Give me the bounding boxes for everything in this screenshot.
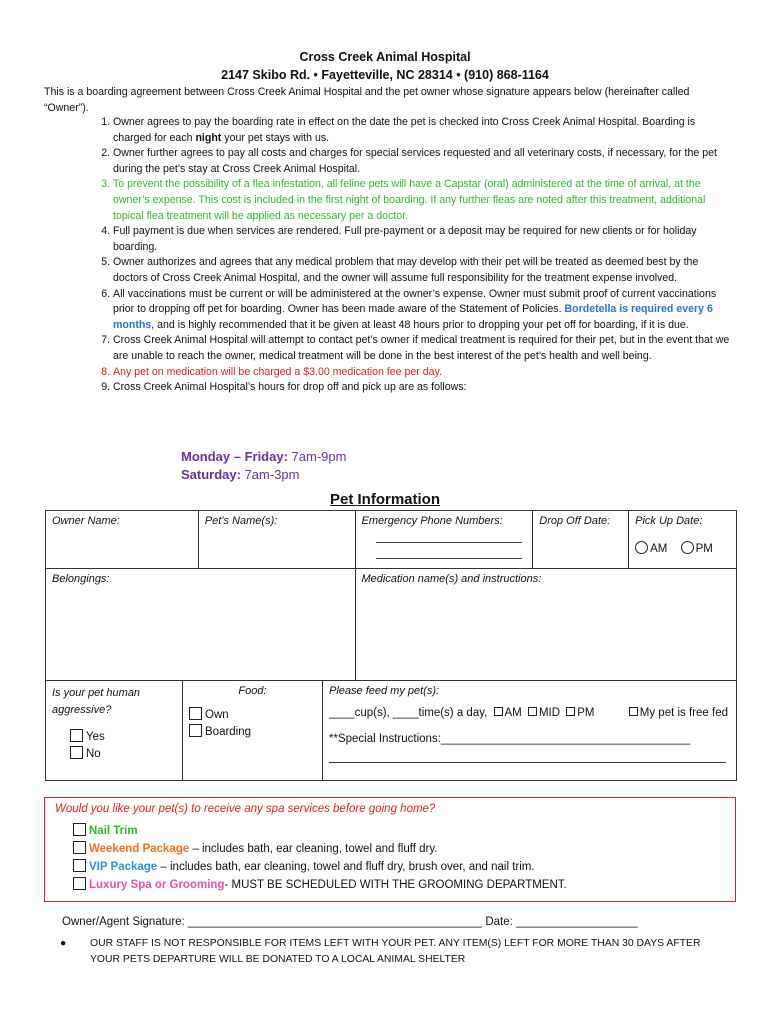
feeding-cell: Please feed my pet(s): ____cup(s), ____time(s) a day, AM MID PM My pet is free fed **Special Instructions:_______________________________________	[323, 681, 737, 781]
bullet-icon: ●	[60, 938, 67, 949]
term-6: 6. All vaccinations must be current or will be administered at the owner’s expense. Owner must submit proof of current vaccinations prior to dropping off pet for boarding. Owner has been made aware of the Statement of Policies. Bordetella is required every 6 months, and is highly recommended that it be given at least 48 hours prior to dropping your pet off for boarding, if it is due.	[113, 287, 734, 334]
spa-option-weekend[interactable]: Weekend Package – includes bath, ear cleaning, towel and fluff dry.	[73, 841, 437, 855]
feed-pm-checkbox[interactable]	[566, 707, 575, 716]
emergency-phone-line-2[interactable]	[376, 547, 523, 559]
term-4: 4. Full payment is due when services are rendered. Full pre-payment or a deposit may be required for new clients or for holiday boarding.	[113, 224, 734, 255]
pick-up-date-cell[interactable]: Pick Up Date: AM PM	[629, 511, 737, 569]
term-5: 5. Owner authorizes and agrees that any medical problem that may develop with their pet will be treated as deemed best by the doctors of Cross Creek Animal Hospital, and the owner will assume full responsibility for the treatment expense involved.	[113, 255, 734, 286]
aggressive-yes-checkbox[interactable]	[70, 729, 83, 742]
pickup-am-radio[interactable]	[635, 541, 648, 554]
pickup-pm-radio[interactable]	[681, 541, 694, 554]
emergency-phone-line-1[interactable]	[376, 531, 523, 543]
term-8: 8. Any pet on medication will be charged a $3.00 medication fee per day.	[113, 365, 734, 381]
food-cell: Food: Own Boarding	[183, 681, 323, 781]
spa-services-box	[44, 797, 736, 902]
term-7: 7. Cross Creek Animal Hospital will attempt to contact pet’s owner if medical treatment is required for their pet, but in the event that we are unable to reach the owner, medical treatment will be done in the best interest of the pet’s health and well being.	[113, 333, 734, 364]
term-3: 3. To prevent the possibility of a flea infestation, all feline pets will have a Capstar (oral) administered at the time of arrival, at the owner’s expense. This cost is included in the first night of boarding. If any further fleas are noted after this treatment, additional topical flea treatment will be applied as necessary per a doctor.	[113, 177, 734, 224]
special-instructions-line[interactable]	[329, 751, 726, 763]
special-instructions-field[interactable]: **Special Instructions:_______________________________________	[329, 733, 691, 745]
medication-cell[interactable]: Medication name(s) and instructions:	[355, 569, 736, 681]
feed-am-checkbox[interactable]	[494, 707, 503, 716]
hours-saturday: Saturday: 7am-3pm	[181, 467, 300, 482]
spa-option-vip[interactable]: VIP Package – includes bath, ear cleaning, towel and fluff dry, brush over, and nail trim.	[73, 859, 535, 873]
term-1: 1. Owner agrees to pay the boarding rate in effect on the date the pet is checked into Cross Creek Animal Hospital. Boarding is charged for each night your pet stays with us.	[113, 115, 734, 146]
belongings-cell[interactable]: Belongings:	[46, 569, 356, 681]
spa-question: Would you like your pet(s) to receive any spa services before going home?	[55, 803, 436, 815]
spa-option-luxury[interactable]: Luxury Spa or Grooming- MUST BE SCHEDULED WITH THE GROOMING DEPARTMENT.	[73, 877, 567, 891]
aggressive-no-checkbox[interactable]	[70, 746, 83, 759]
food-boarding-checkbox[interactable]	[189, 724, 202, 737]
aggressive-cell: Is your pet human aggressive? Yes No	[46, 681, 183, 781]
pet-info-title: Pet Information	[329, 491, 440, 508]
drop-off-date-cell[interactable]: Drop Off Date:	[533, 511, 629, 569]
pet-care-table	[45, 680, 737, 781]
intro-paragraph: This is a boarding agreement between Cross Creek Animal Hospital and the pet owner whose signature appears below (hereinafter called “Owner”).	[44, 86, 690, 114]
signature-line[interactable]: Owner/Agent Signature: ______________________________________________ Date: ___________________	[62, 916, 638, 928]
emergency-phone-cell[interactable]: Emergency Phone Numbers:	[355, 511, 533, 569]
disclaimer-note: ● OUR STAFF IS NOT RESPONSIBLE FOR ITEMS LEFT WITH YOUR PET. ANY ITEM(S) LEFT FOR MORE THAN 30 DAYS AFTER YOUR PETS DEPARTURE WILL BE DONATED TO A LOCAL ANIMAL SHELTER	[60, 938, 701, 965]
terms-list	[78, 115, 734, 396]
term-2: 2. Owner further agrees to pay all costs and charges for special services requested and all veterinary costs, if necessary, for the pet during the pet’s stay at Cross Creek Animal Hospital.	[113, 146, 734, 177]
term-9: 9. Cross Creek Animal Hospital’s hours for drop off and pick up are as follows:	[113, 380, 734, 396]
document-title: Cross Creek Animal Hospital	[299, 50, 471, 64]
hours-weekday: Monday – Friday: 7am-9pm	[181, 449, 347, 464]
pet-info-table	[45, 510, 737, 681]
spa-option-nail-trim[interactable]: Nail Trim	[73, 823, 138, 837]
pets-names-cell[interactable]: Pet’s Name(s):	[198, 511, 355, 569]
feed-mid-checkbox[interactable]	[528, 707, 537, 716]
owner-name-cell[interactable]: Owner Name:	[46, 511, 199, 569]
food-own-checkbox[interactable]	[189, 707, 202, 720]
document-address: 2147 Skibo Rd. • Fayetteville, NC 28314 • (910) 868-1164	[221, 68, 549, 82]
free-fed-checkbox[interactable]	[629, 707, 638, 716]
